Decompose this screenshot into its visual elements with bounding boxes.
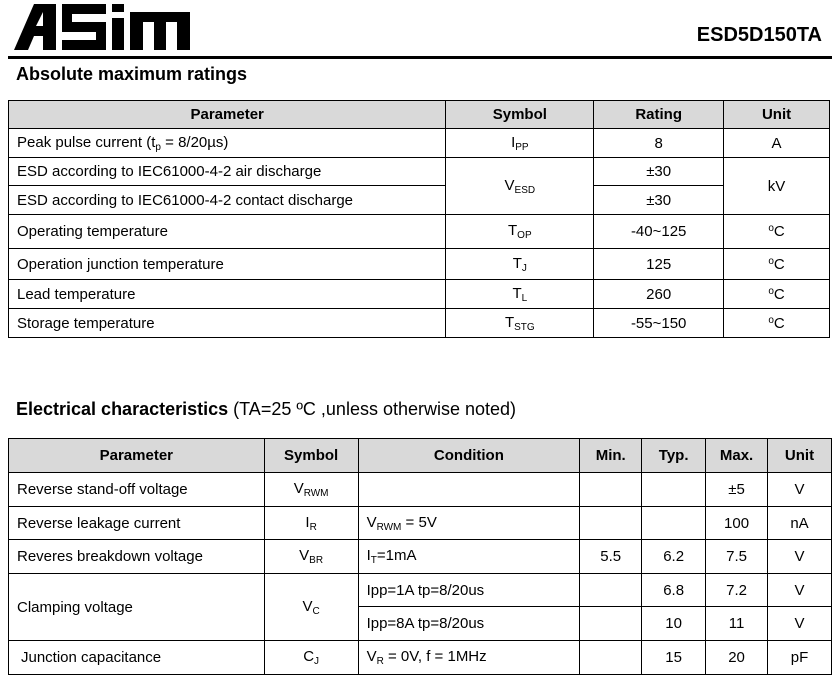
param-cell: Reverse leakage current (9, 507, 265, 540)
symbol-cell: $T_L$ (446, 280, 594, 309)
unit-cell: nA (768, 507, 832, 540)
symbol-cell: $T_J$ (446, 249, 594, 280)
param-cell: Junction capacitance (9, 641, 265, 675)
rating-cell: 125 (594, 249, 724, 280)
max-cell: 7.2 (706, 574, 768, 607)
param-cell: Lead temperature (9, 280, 446, 309)
col-header: Parameter (9, 439, 265, 473)
col-header: Min. (580, 439, 642, 473)
symbol-cell: $I_R$ (264, 507, 358, 540)
table-row (9, 249, 830, 280)
typ-cell: 6.8 (642, 574, 706, 607)
table-row (9, 641, 832, 675)
col-header: Unit (724, 101, 830, 129)
unit-cell: $^o$C (724, 280, 830, 309)
min-cell (580, 507, 642, 540)
typ-cell: 15 (642, 641, 706, 675)
typ-cell (642, 473, 706, 507)
condition-cell: $V_R = 0V$, f = 1MHz (358, 641, 580, 675)
symbol-cell: $I_{PP}$ (446, 129, 594, 158)
electrical-title: Electrical characteristics (TA=25 ºC ,unless otherwise noted) (16, 399, 517, 419)
unit-cell: V (768, 473, 832, 507)
unit-cell: V (768, 607, 832, 641)
table-row (9, 473, 832, 507)
max-cell: 100 (706, 507, 768, 540)
table-row (9, 186, 830, 215)
unit-cell: V (768, 574, 832, 607)
col-header: Max. (706, 439, 768, 473)
col-header: Symbol (264, 439, 358, 473)
symbol-cell: $T_{OP}$ (446, 215, 594, 249)
condition-cell (358, 473, 580, 507)
absolute-max-title: Absolute maximum ratings (16, 64, 248, 84)
col-header: Rating (594, 101, 724, 129)
min-cell (580, 574, 642, 607)
unit-cell: V (768, 540, 832, 574)
unit-cell: kV (724, 158, 830, 215)
param-cell: Reverse stand-off voltage (9, 473, 265, 507)
rating-cell: 260 (594, 280, 724, 309)
unit-cell: pF (768, 641, 832, 675)
min-cell (580, 607, 642, 641)
param-cell: Reveres breakdown voltage (9, 540, 265, 574)
table-row (9, 574, 832, 607)
condition-cell: $V_{RWM} = 5V$ (358, 507, 580, 540)
col-header: Unit (768, 439, 832, 473)
max-cell: 11 (706, 607, 768, 641)
param-cell: Storage temperature (9, 309, 446, 338)
electrical-table (8, 438, 832, 675)
typ-cell: 10 (642, 607, 706, 641)
condition-cell: Ipp=1A tp=8/20us (358, 574, 580, 607)
table-row (9, 158, 830, 186)
symbol-cell: $C_J$ (264, 641, 358, 675)
col-header: Parameter (9, 101, 446, 129)
unit-cell: $^o$C (724, 249, 830, 280)
symbol-cell: $V_{BR}$ (264, 540, 358, 574)
table-header-row (9, 439, 832, 473)
table-row (9, 309, 830, 338)
table-row (9, 507, 832, 540)
min-cell (580, 641, 642, 675)
param-cell: Peak pulse current $(t_p = 8/20\mu s)$ (9, 129, 446, 158)
unit-cell: $^o$C (724, 309, 830, 338)
table-row (9, 540, 832, 574)
typ-cell (642, 507, 706, 540)
param-cell: ESD according to IEC61000-4-2 air discharge (9, 158, 446, 186)
max-cell: 7.5 (706, 540, 768, 574)
max-cell: ±5 (706, 473, 768, 507)
max-cell: 20 (706, 641, 768, 675)
table-row (9, 280, 830, 309)
asim-logo (14, 4, 190, 50)
header-rule (8, 56, 832, 59)
table-row (9, 129, 830, 158)
table-header-row (9, 101, 830, 129)
rating-cell: -40~125 (594, 215, 724, 249)
rating-cell: 8 (594, 129, 724, 158)
col-header: Condition (358, 439, 580, 473)
param-cell: Operation junction temperature (9, 249, 446, 280)
param-cell: Operating temperature (9, 215, 446, 249)
condition-cell: $I_T=1mA$ (358, 540, 580, 574)
typ-cell: 6.2 (642, 540, 706, 574)
symbol-cell: $T_{STG}$ (446, 309, 594, 338)
rating-cell: -55~150 (594, 309, 724, 338)
symbol-cell: $V_{ESD}$ (446, 158, 594, 215)
unit-cell: $^o$C (724, 215, 830, 249)
rating-cell: ±30 (594, 186, 724, 215)
min-cell: 5.5 (580, 540, 642, 574)
symbol-cell: $V_{RWM}$ (264, 473, 358, 507)
col-header: Typ. (642, 439, 706, 473)
absolute-max-table (8, 100, 830, 338)
part-number: ESD5D150TA (696, 24, 822, 46)
col-header: Symbol (446, 101, 594, 129)
symbol-cell: $V_C$ (264, 574, 358, 641)
condition-cell: Ipp=8A tp=8/20us (358, 607, 580, 641)
unit-cell: A (724, 129, 830, 158)
table-row (9, 215, 830, 249)
param-cell: Clamping voltage (9, 574, 265, 641)
param-cell: ESD according to IEC61000-4-2 contact discharge (9, 186, 446, 215)
rating-cell: ±30 (594, 158, 724, 186)
min-cell (580, 473, 642, 507)
